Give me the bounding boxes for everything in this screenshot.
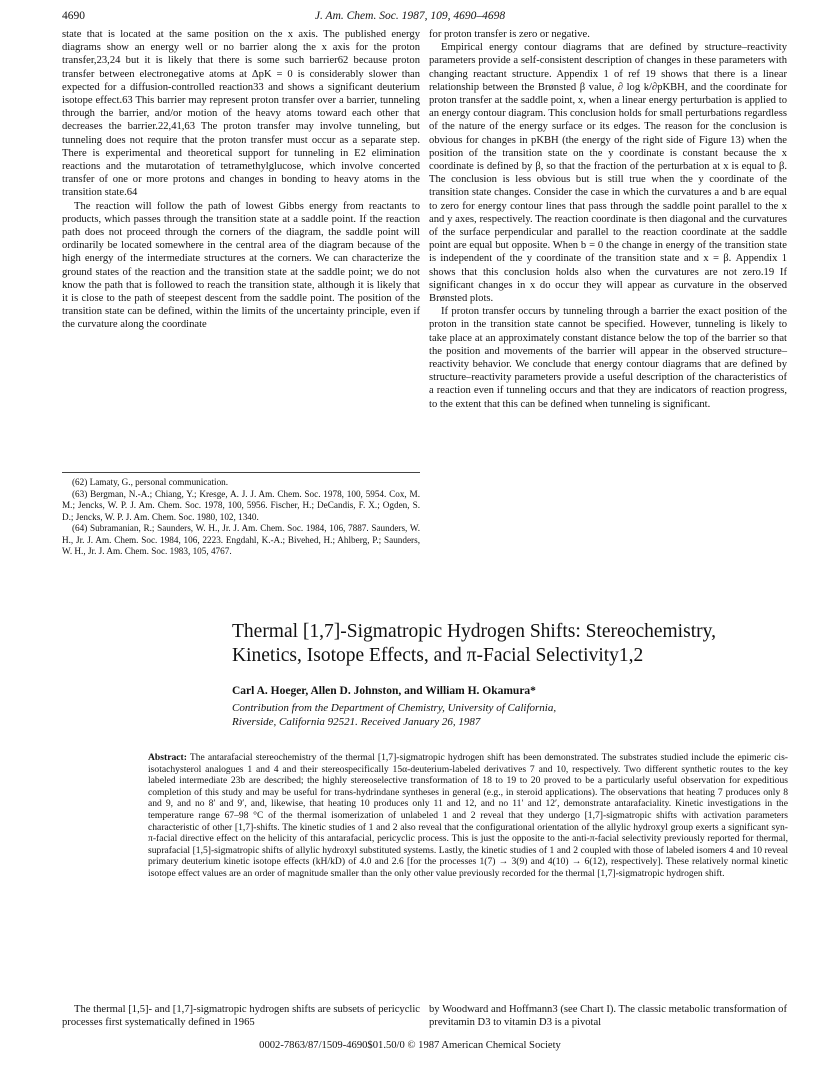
footnotes: [62, 472, 420, 558]
footnote-62: (62) Lamaty, G., personal communication.: [72, 477, 229, 487]
left-paragraph-2: The reaction will follow the path of lowest Gibbs energy from reactants to products, which passes through the transition state at a saddle point. If the reaction path does not proceed through the corners of the diagram, the saddle point will ordinarily be located somewhere in the central area of the diagram because of the high energy of the intermediate structures at the corners. We can characterize the ground states of the reaction and the transition state at the saddle point; we do not know the path that is followed to reach the transition state, although it is likely that it is close to the path of steepest descent from the saddle point. The position of the transition state can be defined, within the limits of the uncertainty principle, even if the curvature along the coordinate: [62, 200, 420, 331]
right-paragraph-2: Empirical energy contour diagrams that are defined by structure–reactivity parameters provide a self-consistent description of changes in these parameters with changing reactant structure. Appendix 1 of ref 19 shows that there is a linear relationship between the Brønsted β value, ∂ log k/∂pKBH, and the coordinate for proton transfer at the saddle point, x, when a linear energy perturbation is applied to an energy contour diagram. This conclusion holds for small perturbations regardless of the nature of the energy surface or its edges. The reason for the conclusion is obvious for changes in pKBH (the energy of the right side of Figure 13) when the position of the transition state on the y coordinate is constant because the x coordinate is defined by β, so that the fraction of the perturbation at x is equal to β. The conclusion is less obvious but is still true when the y coordinate of the transition state changes. Consider the case in which the curvatures a and b are equal to zero for energy contour lines that pass through the saddle point parallel to the x and y axes, respectively. The reaction coordinate is then diagonal and the curvatures of the surface perpendicular and parallel to the reaction coordinate at the saddle point are equal but opposite. When b = 0 the change in energy of the transition state is independent of the y coordinate of the transition state and x = β. Appendix 1 shows that this conclusion holds also when the curvatures are not zero.19 If significant changes in x do occur they will appear as curvature in the observed Brønsted plots.: [429, 42, 787, 305]
affiliation-line-1: Contribution from the Department of Chemistry, University of California,: [232, 702, 557, 714]
journal-header: J. Am. Chem. Soc. 1987, 109, 4690–4698: [314, 10, 506, 22]
right-paragraph-3: If proton transfer occurs by tunneling through a barrier the exact position of the proton in the transition state cannot be specified. However, tunneling is likely to take place at an approximately constant distance below the top of the barrier so that the position and movements of the barrier will appear in the observed structure–reactivity behavior. We conclude that energy contour diagrams that are defined by structure–reactivity parameters provide a useful description of the characteristics of a reaction even if tunneling occurs and that they are indicators of reaction progress, to the extent that this can be defined when tunneling is significant.: [429, 306, 787, 410]
page-number: 4690: [62, 10, 85, 22]
body-right-text: by Woodward and Hoffmann3 (see Chart I). The classic metabolic transformation of previtamin D3 to vitamin D3 is a pivotal: [429, 1004, 787, 1028]
left-column: [62, 28, 420, 332]
affiliation: [232, 702, 792, 729]
authors: Carl A. Hoeger, Allen D. Johnston, and William H. Okamura*: [232, 685, 536, 697]
abstract-text: The antarafacial stereochemistry of the thermal [1,7]-sigmatropic hydrogen shift has been demonstrated. The substrates studied include the epimeric cis-isotachysterol analogues 1 and 4 and their stereospecifically 15α-deuterium-labeled derivatives 7 and 10, respectively. Two different synthetic routes to the key labeled intermediate 23b are described; the highly stereoselective transformation of 18 to 19 to 20 proved to be a particularly useful observation for expeditious completion of this study and may be useful for trans-hydrindane syntheses in general (e.g., in steroid applications). The observations that heating 7 produces only 8 and 9, and no 8′ and 9′, and, likewise, that heating 10 produces only 11 and 12, and no 11′ and 12′, demonstrate antarafaciality. Kinetic investigations in the temperature range 67–98 °C of the thermal isomerization of unlabeled 1 and 2 reveal that they undergo [1,7]-sigmatropic shifts with activation parameters characteristic of other [1,7]-shifts. The kinetic studies of 1 and 2 also reveal that the configurational orientation of the allylic hydroxyl group exerts a significant syn-π-facial directive effect on the helicity of this antarafacial, pericyclic process. This is just the opposite to the anti-π-facial selectivity previously reported for thermal, suprafacial [1,5]-sigmatropic shifts of allylic hydroxyl substituted systems. Lastly, the kinetic studies of 1 and 2 coupled with those of labeled isomers 4 and 10 reveal primary deuterium kinetic isotope effects (kH/kD) of 4.0 and 2.6 [for the processes 1(7) → 3(9) and 4(10) → 6(12), respectively]. These relatively normal kinetic isotope effect values are an order of magnitude smaller than the only other value previously recorded for the thermal [1,7]-sigmatropic hydrogen shift.: [148, 752, 788, 879]
article-title: [232, 620, 792, 668]
right-column: [429, 28, 787, 411]
footnote-63: (63) Bergman, N.-A.; Chiang, Y.; Kresge, A. J. J. Am. Chem. Soc. 1978, 100, 5954. Cox, M. M.; Jencks, W. P. J. Am. Chem. Soc. 1978, 100, 5956. Fischer, H.; DeCandis, F. X.; Ogden, S. D.; Jencks, W. P. J. Am. Chem. Soc. 1980, 102, 1340.: [62, 488, 420, 522]
body-left-text: The thermal [1,5]- and [1,7]-sigmatropic hydrogen shifts are subsets of pericyclic processes first systematically defined in 1965: [62, 1004, 420, 1028]
footnote-64: (64) Subramanian, R.; Saunders, W. H., Jr. J. Am. Chem. Soc. 1984, 106, 7887. Saunders, W. H., Jr. J. Am. Chem. Soc. 1984, 106, 2223. Engdahl, K.-A.; Bivehed, H.; Ahlberg, P.; Saunders, W. H., Jr. J. Am. Chem. Soc. 1983, 105, 4767.: [62, 523, 420, 556]
left-paragraph-1: state that is located at the same position on the x axis. The published energy diagrams show an energy well or no barrier along the x axis for the proton transfer,23,24 but it is likely that there is some such barrier62 because proton transfer between electronegative atoms at ΔpK = 0 is considerably slower than expected for a diffusion-controlled reaction33 and shows a significant deuterium isotope effect.63 This barrier may represent proton transfer over a barrier, tunneling through the barrier, and/or motion of the heavy atoms toward each other that decreases the barrier.22,41,63 The proton transfer may involve tunneling, but tunneling does not require that the proton transfer must occur as a separate step. There is experimental and theoretical support for tunneling in E2 elimination reactions and the mutarotation of tetramethylglucose, which involve concerted transfer of one or more protons and changes in bonding to heavy atoms in the transition state.64: [62, 29, 420, 199]
copyright-footer: 0002-7863/87/1509-4690$01.50/0 © 1987 American Chemical Society: [259, 1040, 561, 1051]
abstract-label: Abstract:: [148, 752, 187, 763]
title-line-1: Thermal [1,7]-Sigmatropic Hydrogen Shifts: Stereochemistry,: [232, 621, 716, 642]
affiliation-line-2: Riverside, California 92521. Received January 26, 1987: [232, 715, 481, 728]
right-paragraph-1: for proton transfer is zero or negative.: [429, 29, 590, 40]
title-line-2: Kinetics, Isotope Effects, and π-Facial Selectivity1,2: [232, 645, 644, 666]
abstract: [148, 752, 788, 880]
